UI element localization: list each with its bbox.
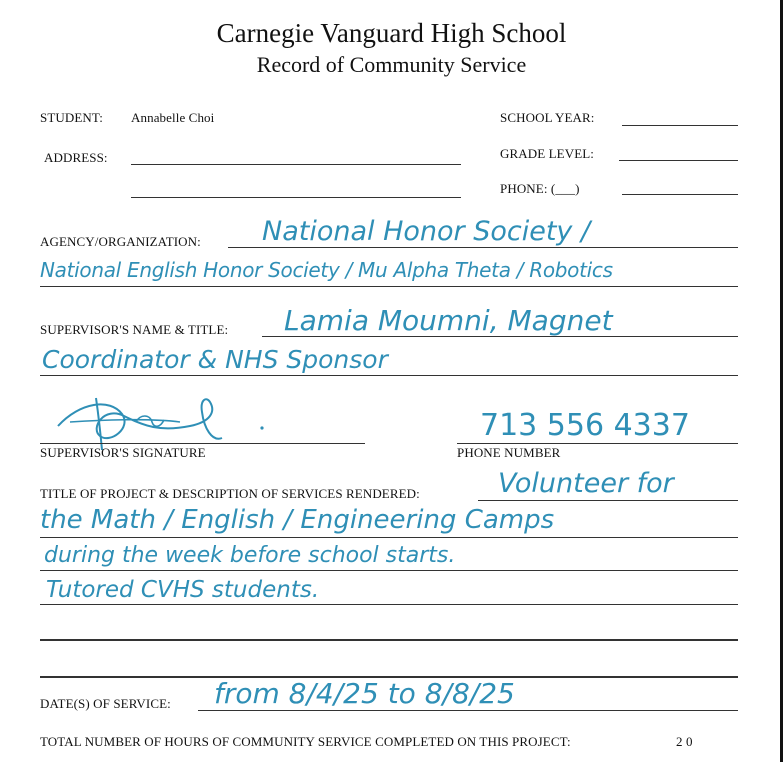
project-handwriting-1: Volunteer for <box>498 468 674 499</box>
project-line-5 <box>40 639 738 641</box>
school-year-line <box>622 125 738 126</box>
phone-line <box>622 194 738 195</box>
agency-handwriting-1: National Honor Society / <box>262 216 591 247</box>
student-label: STUDENT: <box>40 110 103 125</box>
address-line-1 <box>131 164 461 165</box>
form-title: Record of Community Service <box>256 52 527 77</box>
dates-line <box>198 710 738 711</box>
signature-label: SUPERVISOR'S SIGNATURE <box>40 445 206 460</box>
student-name: Annabelle Choi <box>131 110 215 125</box>
agency-line-1 <box>228 247 738 248</box>
agency-label: AGENCY/ORGANIZATION: <box>40 234 201 249</box>
grade-level-line <box>619 160 738 161</box>
school-year-label: SCHOOL YEAR: <box>500 110 595 125</box>
agency-handwriting-2: National English Honor Society / Mu Alpha Theta / Robotics <box>40 258 613 282</box>
phone-number-line <box>457 443 738 444</box>
signature-line <box>40 443 365 444</box>
total-hours-label: TOTAL NUMBER OF HOURS OF COMMUNITY SERVICE COMPLETED ON THIS PROJECT: <box>40 734 571 749</box>
project-line-2 <box>40 537 738 538</box>
address-label: ADDRESS: <box>44 150 108 165</box>
address-line-2 <box>131 197 461 198</box>
grade-level-label: GRADE LEVEL: <box>500 146 594 161</box>
supervisor-handwriting-1: Lamia Moumni, Magnet <box>284 304 613 337</box>
dates-handwriting: from 8/4/25 to 8/8/25 <box>214 677 515 710</box>
supervisor-label: SUPERVISOR'S NAME & TITLE: <box>40 322 229 337</box>
phone-number-handwriting: 713 556 4337 <box>480 408 690 443</box>
school-name: Carnegie Vanguard High School <box>216 18 567 48</box>
project-handwriting-2: the Math / English / Engineering Camps <box>40 505 555 535</box>
agency-line-2 <box>40 286 738 287</box>
supervisor-handwriting-2: Coordinator & NHS Sponsor <box>42 345 388 374</box>
project-line-1 <box>478 500 738 501</box>
project-handwriting-4: Tutored CVHS students. <box>46 577 320 603</box>
project-line-3 <box>40 570 738 571</box>
phone-label: PHONE: (___) <box>500 181 580 196</box>
dates-label: DATE(S) OF SERVICE: <box>40 696 171 711</box>
project-label: TITLE OF PROJECT & DESCRIPTION OF SERVICES RENDERED: <box>40 486 420 501</box>
project-handwriting-3: during the week before school starts. <box>44 543 456 568</box>
phone-number-label: PHONE NUMBER <box>457 445 561 460</box>
total-hours-value: 2 0 <box>676 734 693 749</box>
project-line-4 <box>40 604 738 605</box>
supervisor-line-2 <box>40 375 738 376</box>
